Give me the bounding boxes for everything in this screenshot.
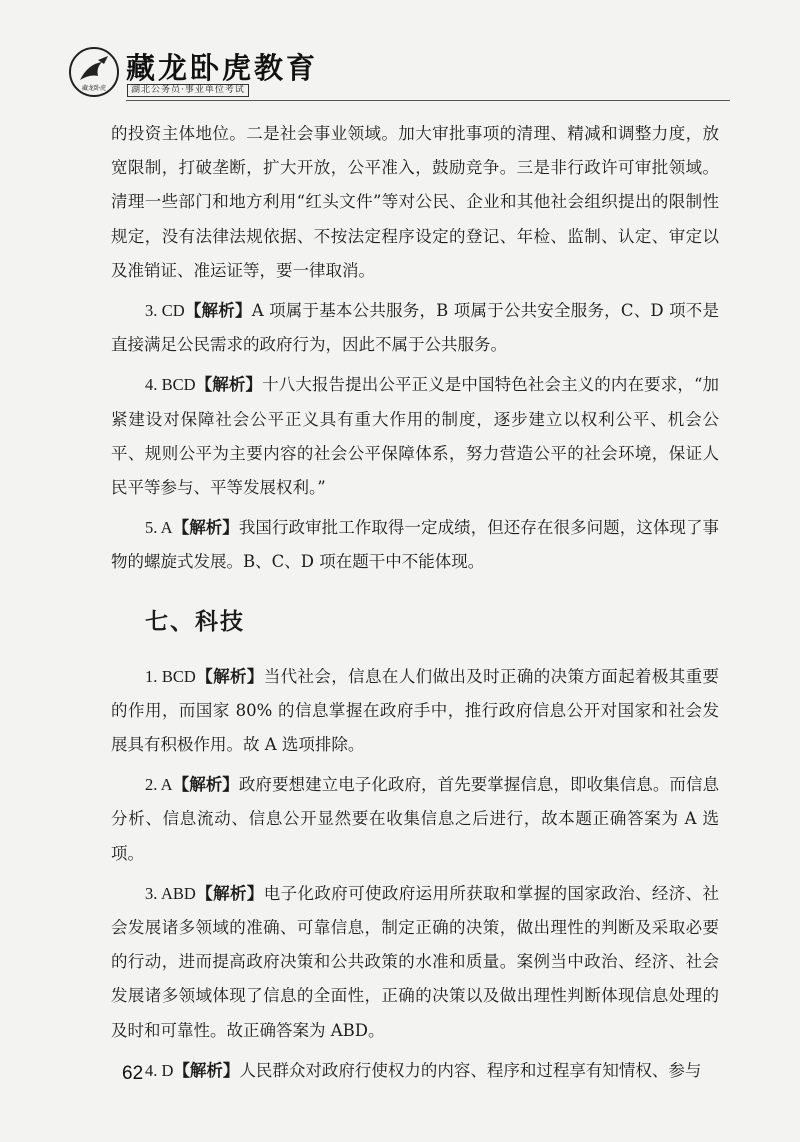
answer-number: 4. BCD [145,375,196,395]
analysis-tag: 【解析】 [195,375,263,395]
answer-number: 4. D [145,1060,174,1080]
answer-text: 电子化政府可使政府运用所获取和掌握的国家政治、经济、社会发展诸多领域的准确、可靠信息，制定正确的决策，做出理性的判断及采取必要的行动，进而提高政府决策和公共政策的水准和质量。案例当中政治、经济、社会发展诸多领域体现了信息的全面性，正确的决策以及做出理性判断体现信息处理的及时和可靠性。故正确答案为 ABD。 [111,883,720,1040]
page-header [0,0,800,112]
answer-item [111,877,719,1048]
answer-number: 3. CD [145,301,185,321]
header-rule [126,100,730,101]
analysis-tag: 【解析】 [184,301,252,321]
analysis-tag: 【解析】 [172,518,239,538]
answer-item [111,368,719,505]
analysis-tag: 【解析】 [172,775,239,795]
answer-text: 十八大报告提出公平正义是中国特色社会主义的内在要求，“加紧建设对保障社会公平正义具有重大作用的制度，逐步建立以权利公平、机会公平、规则公平为主要内容的社会公平保障体系，努力营造公平的社会环境，保证人民平等参与、平等发展权利。” [111,375,720,498]
answer-number: 2. A [145,775,173,795]
answer-item [111,511,719,579]
answer-item [111,660,719,763]
answer-text: 我国行政审批工作取得一定成绩，但还存在很多问题，这体现了事物的螺旋式发展。B、C、D 项在题干中不能体现。 [111,518,720,572]
answer-text: 当代社会，信息在人们做出及时正确的决策方面起着极其重要的作用，而国家 80% 的信息掌握在政府手中，推行政府信息公开对国家和社会发展具有积极作用。故 A 选项排除。 [111,666,720,755]
answer-text: A 项属于基本公共服务，B 项属于公共安全服务，C、D 项不是直接满足公民需求的政府行为，因此不属于公共服务。 [111,301,720,355]
brand-subtitle: 湖北公务员·事业单位考试 [127,84,249,97]
answer-number: 1. BCD [145,666,196,686]
page-content [111,117,719,1088]
answer-text: 人民群众对政府行使权力的内容、程序和过程享有知情权、参与 [239,1060,702,1080]
logo-icon [68,46,120,98]
logo-text: 藏龙卧虎 [81,85,107,92]
answer-text: 政府要想建立电子化政府，首先要掌握信息，即收集信息。而信息分析、信息流动、信息公开显然要在收集信息之后进行，故本题正确答案为 A 选项。 [111,775,720,863]
analysis-tag: 【解析】 [195,883,264,903]
analysis-tag: 【解析】 [195,666,264,686]
page-number: 62 [122,1063,144,1084]
intro-paragraph: 的投资主体地位。二是社会事业领域。加大审批事项的清理、精减和调整力度，放宽限制，打破垄断，扩大开放，公平准入，鼓励竞争。三是非行政许可审批领域。清理一些部门和地方利用“红头文件”等对公民、企业和其他社会组织提出的限制性规定，没有法律法规依据、不按法定程序设定的登记、年检、监制、认定、审定以及准销证、准运证等，要一律取消。 [111,124,719,280]
analysis-tag: 【解析】 [173,1060,240,1080]
answer-number: 3. ABD [145,883,196,903]
answer-item [111,1054,719,1088]
answer-item [111,294,719,362]
brand-title: 藏龙卧虎教育 [126,51,319,85]
section-title: 七、科技 [145,608,245,635]
answer-number: 5. A [145,518,173,538]
answer-item [111,768,719,871]
